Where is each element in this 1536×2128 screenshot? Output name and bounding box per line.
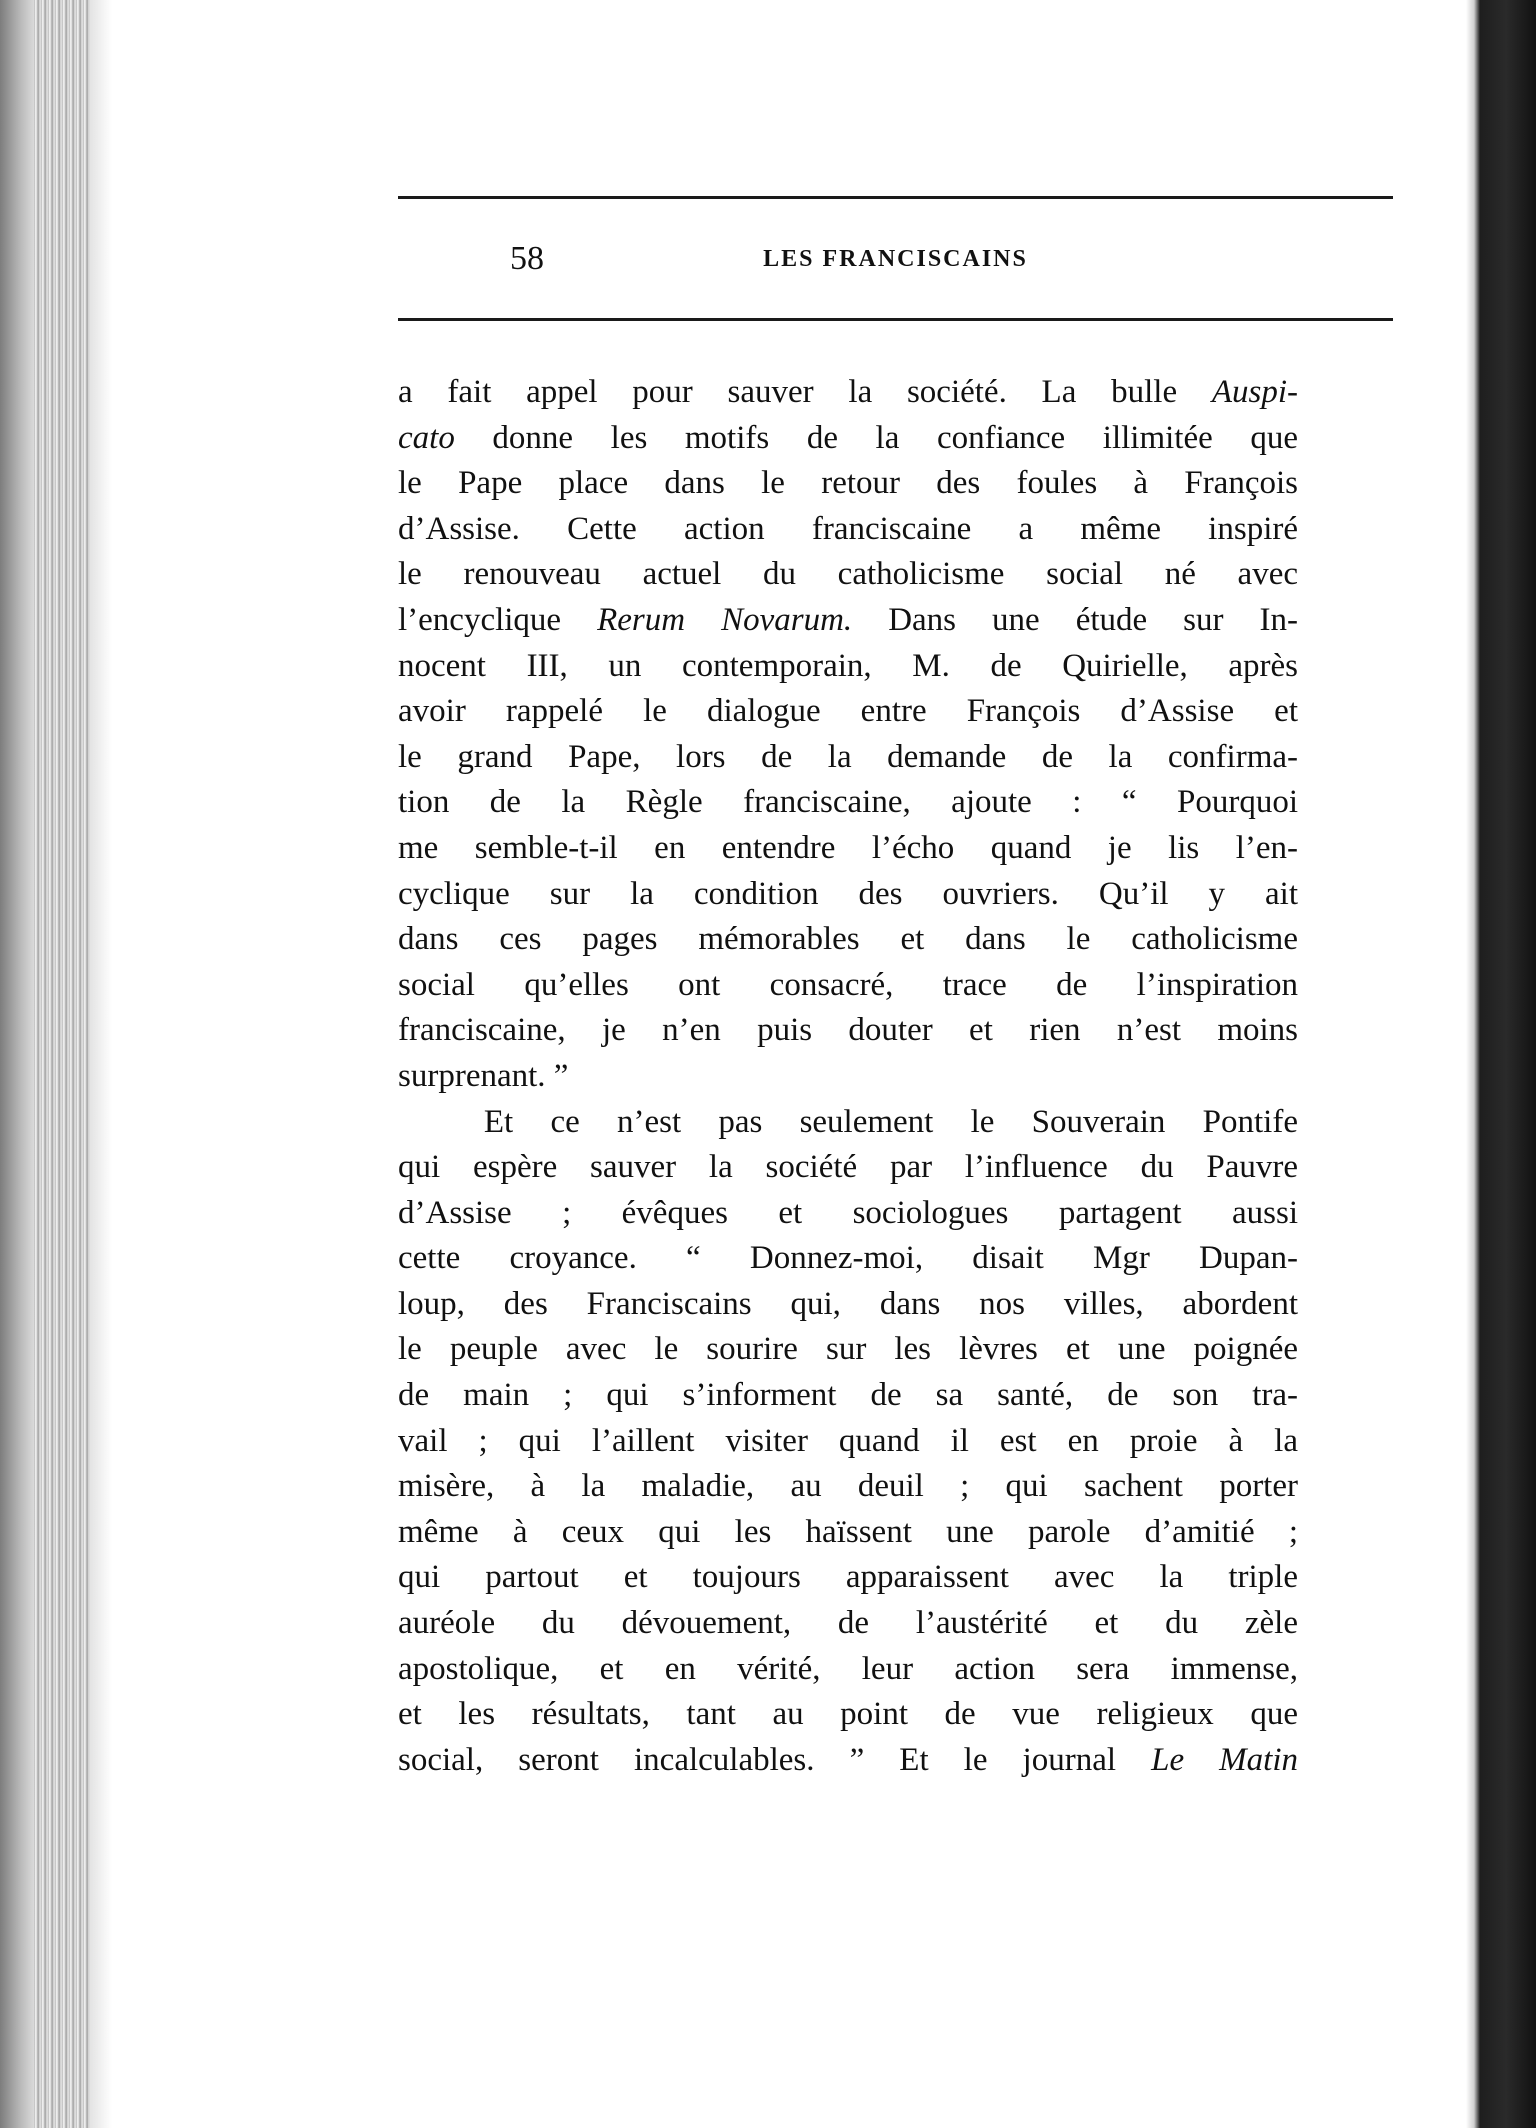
italic-title: Auspi-: [1211, 374, 1298, 410]
text-line: le grand Pape, lors de la demande de la confirma-: [398, 738, 1298, 775]
italic-title: Le Matin: [1151, 1741, 1299, 1778]
text-line: misère, à la maladie, au deuil ; qui sachent porter: [398, 1468, 1298, 1505]
text-line: apostolique, et en vérité, leur action sera immense,: [398, 1650, 1298, 1687]
paragraph-2: [398, 1100, 1298, 1784]
text-line: de main ; qui s’informent de sa santé, de son tra-: [398, 1377, 1298, 1414]
text-line: et les résultats, tant au point de vue religieux que: [398, 1696, 1298, 1733]
text-line: surprenant. ”: [398, 1057, 569, 1094]
italic-title: Rerum Novarum.: [597, 601, 853, 638]
text-line: [398, 598, 1298, 644]
text-line: vail ; qui l’aillent visiter quand il est en proie à la: [398, 1422, 1298, 1459]
text-line: nocent III, un contemporain, M. de Quirielle, après: [398, 647, 1298, 684]
text-line: [398, 370, 1298, 416]
text-line: cyclique sur la condition des ouvriers. Qu’il y ait: [398, 875, 1298, 912]
header-rule-bottom: [398, 318, 1393, 321]
text-line: avoir rappelé le dialogue entre François d’Assise et: [398, 693, 1298, 730]
text-line: dans ces pages mémorables et dans le catholicisme: [398, 921, 1298, 958]
text-line: d’Assise ; évêques et sociologues partagent aussi: [398, 1194, 1298, 1231]
book-binding: [1466, 0, 1536, 2128]
text-line: tion de la Règle franciscaine, ajoute : “ Pourquoi: [398, 784, 1298, 821]
text-line: d’Assise. Cette action franciscaine a même inspiré: [398, 510, 1298, 547]
text-line: qui partout et toujours apparaissent avec la triple: [398, 1559, 1298, 1596]
text-fragment: a fait appel pour sauver la société. La bulle: [398, 374, 1212, 410]
text-fragment: l’encyclique: [398, 601, 598, 638]
text-line: le renouveau actuel du catholicisme social né avec: [398, 556, 1298, 593]
text-line: Et ce n’est pas seulement le Souverain Pontife: [483, 1103, 1298, 1140]
text-fragment: Dans une étude sur In-: [852, 601, 1298, 638]
header-rule-top: [398, 196, 1393, 199]
text-line: le peuple avec le sourire sur les lèvres et une poignée: [398, 1331, 1298, 1368]
text-line: auréole du dévouement, de l’austérité et du zèle: [398, 1605, 1298, 1642]
text-line: cette croyance. “ Donnez-moi, disait Mgr Dupan-: [398, 1240, 1298, 1277]
book-page-edges: [0, 0, 112, 2128]
text-line: social qu’elles ont consacré, trace de l’inspiration: [398, 966, 1298, 1003]
text-fragment: social, seront incalculables. ” Et le journal: [398, 1741, 1152, 1778]
text-line: franciscaine, je n’en puis douter et rien n’est moins: [398, 1012, 1298, 1049]
text-line: [398, 1738, 1298, 1784]
text-line: me semble-t-il en entendre l’écho quand je lis l’en-: [398, 829, 1298, 866]
paragraph-1: [398, 370, 1298, 1100]
text-line: même à ceux qui les haïssent une parole d’amitié ;: [398, 1513, 1298, 1550]
running-title: LES FRANCISCAINS: [763, 246, 1028, 272]
text-line: qui espère sauver la société par l’influence du Pauvre: [398, 1149, 1298, 1186]
text-line: [398, 416, 1298, 462]
text-line: loup, des Franciscains qui, dans nos villes, abordent: [398, 1285, 1298, 1322]
text-line: le Pape place dans le retour des foules à François: [398, 465, 1298, 502]
running-head: [398, 240, 1393, 290]
italic-title: cato: [398, 419, 455, 456]
page-number: 58: [510, 240, 544, 277]
text-fragment: donne les motifs de la confiance illimitée que: [454, 419, 1298, 456]
body-text: [398, 370, 1298, 1783]
